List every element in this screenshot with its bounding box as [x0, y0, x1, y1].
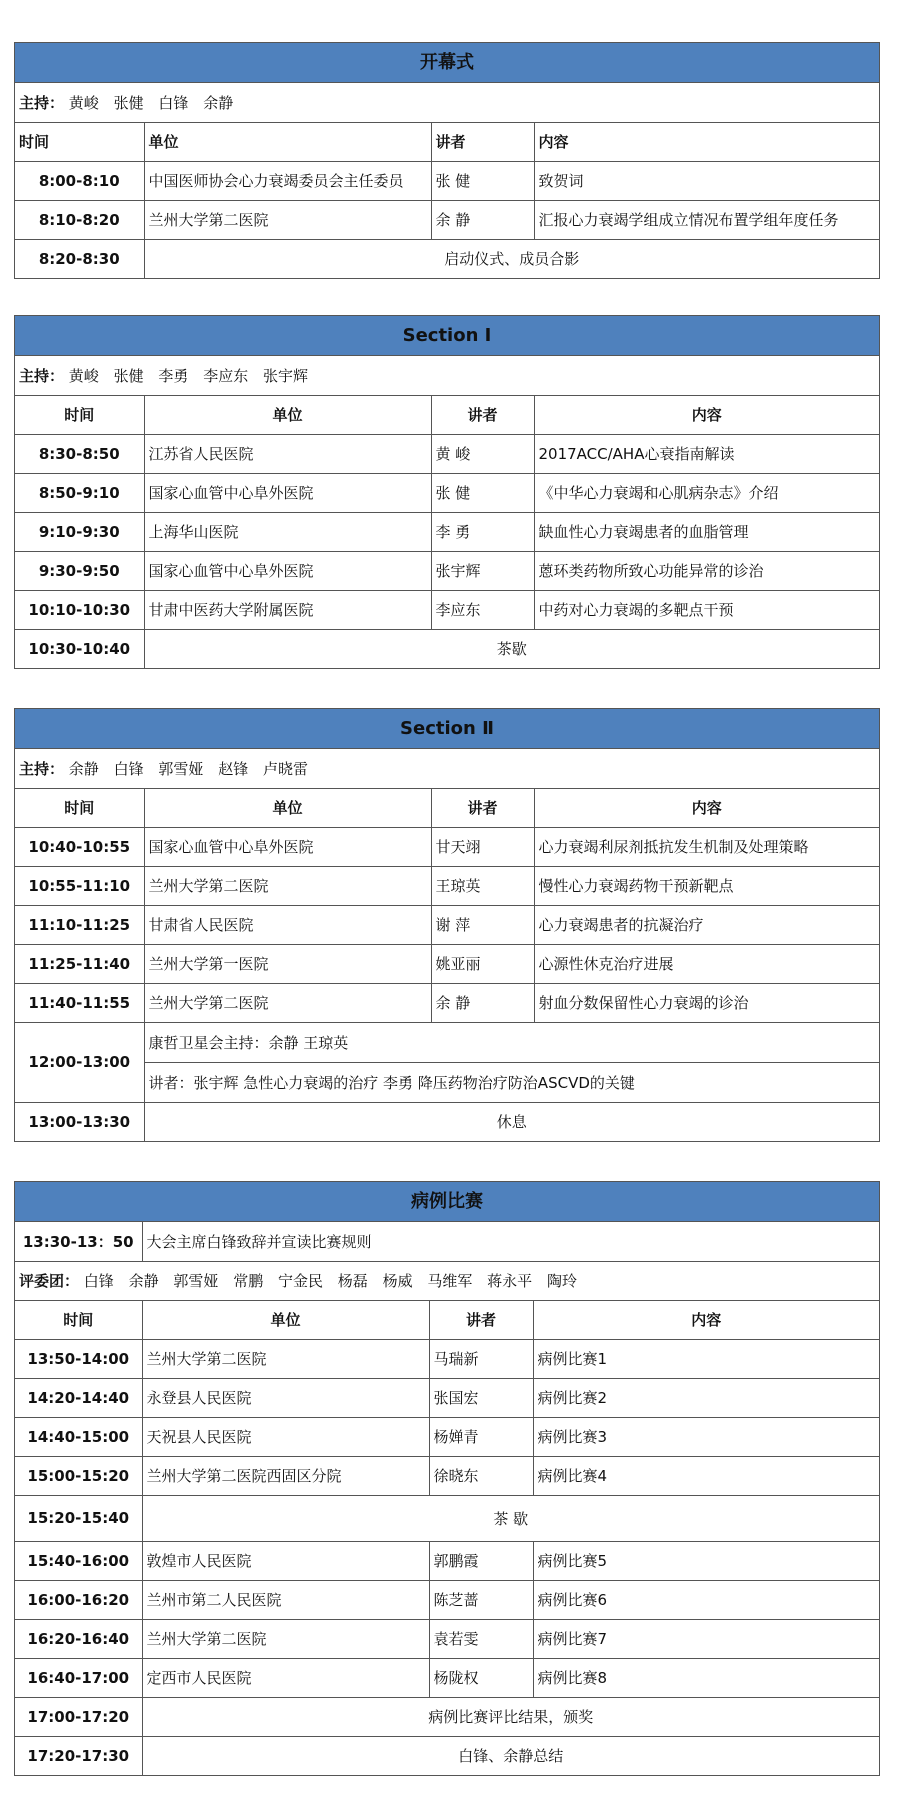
- row-unit: 兰州大学第二医院: [144, 866, 431, 905]
- row-time: 11:25-11:40: [15, 944, 144, 983]
- header-speaker: 讲者: [431, 788, 534, 827]
- row-speaker: 李 勇: [431, 512, 534, 551]
- row-unit: 永登县人民医院: [142, 1378, 429, 1417]
- row-speaker: 张国宏: [429, 1378, 533, 1417]
- table-row: [15, 1736, 879, 1775]
- row-time: 8:00-8:10: [15, 161, 144, 200]
- host-name: 白锋: [158, 93, 189, 112]
- table-row: [15, 200, 879, 239]
- row-content: 缺血性心力衰竭患者的血脂管理: [534, 512, 879, 551]
- row-time: 16:40-17:00: [15, 1658, 142, 1697]
- header-unit: 单位: [144, 395, 431, 434]
- table-row: [15, 1378, 879, 1417]
- row-time: 17:00-17:20: [15, 1697, 142, 1736]
- table-row: [15, 1417, 879, 1456]
- table-row: [15, 590, 879, 629]
- table-row: [15, 512, 879, 551]
- row-time: 9:10-9:30: [15, 512, 144, 551]
- header-unit: 单位: [144, 788, 431, 827]
- row-content: 病例比赛3: [533, 1417, 879, 1456]
- table-row: [15, 866, 879, 905]
- row-content: 病例比赛5: [533, 1541, 879, 1580]
- header-unit: 单位: [144, 122, 431, 161]
- judge-name: 杨磊: [337, 1272, 368, 1290]
- row-time: 13:00-13:30: [15, 1102, 144, 1141]
- host-label: 主持：: [19, 759, 65, 778]
- row-time: 9:30-9:50: [15, 551, 144, 590]
- row-unit: 定西市人民医院: [142, 1658, 429, 1697]
- table-header: [15, 395, 879, 434]
- host-name: 郭雪娅: [158, 759, 204, 778]
- header-content: 内容: [534, 122, 879, 161]
- table-header: [15, 788, 879, 827]
- table-row: [15, 239, 879, 278]
- row-speaker: 张 健: [431, 161, 534, 200]
- judge-name: 陶玲: [546, 1272, 577, 1290]
- row-content: 汇报心力衰竭学组成立情况布置学组年度任务: [534, 200, 879, 239]
- judge-name: 常鹏: [233, 1272, 264, 1290]
- row-content: 病例比赛7: [533, 1619, 879, 1658]
- section2-block: [14, 708, 880, 1142]
- row-time: 15:40-16:00: [15, 1541, 142, 1580]
- row-time: 8:20-8:30: [15, 239, 144, 278]
- table-row: [15, 1619, 879, 1658]
- host-row: [15, 83, 879, 122]
- row-time: 16:20-16:40: [15, 1619, 142, 1658]
- header-time: 时间: [15, 395, 144, 434]
- header-unit: 单位: [142, 1300, 429, 1339]
- table-row: [15, 1580, 879, 1619]
- row-speaker: 余 静: [431, 200, 534, 239]
- row-unit: 敦煌市人民医院: [142, 1541, 429, 1580]
- section1-table: [15, 356, 879, 668]
- table-row: [15, 1658, 879, 1697]
- host-label: 主持：: [19, 366, 65, 385]
- row-speaker: 张 健: [431, 473, 534, 512]
- host-name: 黄峻: [68, 93, 99, 112]
- table-header: [15, 122, 879, 161]
- row-time: 11:10-11:25: [15, 905, 144, 944]
- table-row: [15, 944, 879, 983]
- judge-name: 余静: [128, 1272, 159, 1290]
- row-speaker: 余 静: [431, 983, 534, 1022]
- judge-name: 白锋: [83, 1272, 114, 1290]
- row-time: 16:00-16:20: [15, 1580, 142, 1619]
- judge-name: 马维军: [427, 1272, 473, 1290]
- row-time: 17:20-17:30: [15, 1736, 142, 1775]
- row-time: 10:55-11:10: [15, 866, 144, 905]
- row-content: 2017ACC/AHA心衰指南解读: [534, 434, 879, 473]
- row-content: 蒽环类药物所致心功能异常的诊治: [534, 551, 879, 590]
- row-unit: 国家心血管中心阜外医院: [144, 551, 431, 590]
- judge-name: 宁金民: [277, 1272, 323, 1290]
- table-row: [15, 629, 879, 668]
- row-content: 射血分数保留性心力衰竭的诊治: [534, 983, 879, 1022]
- intro-row: [15, 1222, 879, 1261]
- row-unit: 兰州大学第二医院: [144, 200, 431, 239]
- row-speaker: 杨婵青: [429, 1417, 533, 1456]
- table-header: [15, 1300, 879, 1339]
- satellite-row: [15, 1022, 879, 1062]
- row-speaker: 谢 萍: [431, 905, 534, 944]
- opening-title: 开幕式: [15, 43, 879, 83]
- host-name: 赵锋: [218, 759, 249, 778]
- row-merged-text: 启动仪式、成员合影: [144, 239, 879, 278]
- host-name: 卢晓雷: [262, 759, 308, 778]
- opening-table: [15, 83, 879, 278]
- row-unit: 国家心血管中心阜外医院: [144, 473, 431, 512]
- row-unit: 兰州大学第一医院: [144, 944, 431, 983]
- host-row: [15, 749, 879, 788]
- row-time: 8:10-8:20: [15, 200, 144, 239]
- header-time: 时间: [15, 122, 144, 161]
- judges-label: 评委团：: [19, 1272, 80, 1290]
- row-speaker: 马瑞新: [429, 1339, 533, 1378]
- intro-text: 大会主席白锋致辞并宣读比赛规则: [142, 1222, 879, 1261]
- row-speaker: 杨陇权: [429, 1658, 533, 1697]
- section1-block: [14, 315, 880, 669]
- row-content: 病例比赛1: [533, 1339, 879, 1378]
- row-speaker: 张宇辉: [431, 551, 534, 590]
- row-unit: 兰州市第二人民医院: [142, 1580, 429, 1619]
- table-row: [15, 1541, 879, 1580]
- table-row: [15, 827, 879, 866]
- row-content: 致贺词: [534, 161, 879, 200]
- row-unit: 兰州大学第二医院: [142, 1339, 429, 1378]
- row-content: 心力衰竭利尿剂抵抗发生机制及处理策略: [534, 827, 879, 866]
- row-speaker: 陈芝蔷: [429, 1580, 533, 1619]
- row-speaker: 姚亚丽: [431, 944, 534, 983]
- section1-title: Section Ⅰ: [15, 316, 879, 356]
- row-content: 病例比赛2: [533, 1378, 879, 1417]
- row-unit: 兰州大学第二医院西固区分院: [142, 1456, 429, 1495]
- table-row: [15, 1495, 879, 1541]
- table-row: [15, 1697, 879, 1736]
- row-speaker: 袁若雯: [429, 1619, 533, 1658]
- row-unit: 江苏省人民医院: [144, 434, 431, 473]
- table-row: [15, 905, 879, 944]
- row-time: 13:50-14:00: [15, 1339, 142, 1378]
- row-time: 14:40-15:00: [15, 1417, 142, 1456]
- row-unit: 甘肃中医药大学附属医院: [144, 590, 431, 629]
- row-merged-text: 休息: [144, 1102, 879, 1141]
- row-merged-text: 白锋、余静总结: [142, 1736, 879, 1775]
- row-time: 15:20-15:40: [15, 1495, 142, 1541]
- row-time: 15:00-15:20: [15, 1456, 142, 1495]
- header-time: 时间: [15, 788, 144, 827]
- row-unit: 国家心血管中心阜外医院: [144, 827, 431, 866]
- header-content: 内容: [533, 1300, 879, 1339]
- row-content: 病例比赛6: [533, 1580, 879, 1619]
- judge-name: 郭雪娅: [173, 1272, 219, 1290]
- table-row: [15, 473, 879, 512]
- table-row: [15, 161, 879, 200]
- row-time: 10:10-10:30: [15, 590, 144, 629]
- row-speaker: 徐晓东: [429, 1456, 533, 1495]
- satellite-row: [15, 1062, 879, 1102]
- row-merged-text: 茶 歇: [142, 1495, 879, 1541]
- table-row: [15, 1456, 879, 1495]
- header-speaker: 讲者: [429, 1300, 533, 1339]
- table-row: [15, 983, 879, 1022]
- section2-table: [15, 749, 879, 1141]
- row-unit: 中国医师协会心力衰竭委员会主任委员: [144, 161, 431, 200]
- host-name: 张宇辉: [262, 366, 308, 385]
- row-unit: 兰州大学第二医院: [144, 983, 431, 1022]
- host-name: 李勇: [158, 366, 189, 385]
- row-unit: 上海华山医院: [144, 512, 431, 551]
- header-time: 时间: [15, 1300, 142, 1339]
- header-content: 内容: [534, 788, 879, 827]
- row-speaker: 黄 峻: [431, 434, 534, 473]
- row-unit: 天祝县人民医院: [142, 1417, 429, 1456]
- header-speaker: 讲者: [431, 122, 534, 161]
- host-name: 李应东: [203, 366, 249, 385]
- row-time: 10:30-10:40: [15, 629, 144, 668]
- host-name: 余静: [68, 759, 99, 778]
- row-unit: 兰州大学第二医院: [142, 1619, 429, 1658]
- judge-name: 杨威: [382, 1272, 413, 1290]
- host-name: 张健: [113, 366, 144, 385]
- row-time: 14:20-14:40: [15, 1378, 142, 1417]
- row-time: 11:40-11:55: [15, 983, 144, 1022]
- row-content: 中药对心力衰竭的多靶点干预: [534, 590, 879, 629]
- judge-name: 蒋永平: [487, 1272, 533, 1290]
- section2-title: Section Ⅱ: [15, 709, 879, 749]
- host-label: 主持：: [19, 93, 65, 112]
- row-content: 心源性休克治疗进展: [534, 944, 879, 983]
- row-unit: 甘肃省人民医院: [144, 905, 431, 944]
- table-row: [15, 1339, 879, 1378]
- satellite-host: 康哲卫星会主持：余静 王琼英: [144, 1022, 879, 1062]
- header-content: 内容: [534, 395, 879, 434]
- row-content: 病例比赛8: [533, 1658, 879, 1697]
- satellite-speakers: 讲者：张宇辉 急性心力衰竭的治疗 李勇 降压药物治疗防治ASCVD的关键: [144, 1062, 879, 1102]
- row-merged-text: 病例比赛评比结果，颁奖: [142, 1697, 879, 1736]
- row-speaker: 甘天翊: [431, 827, 534, 866]
- row-time: 8:50-9:10: [15, 473, 144, 512]
- row-content: 《中华心力衰竭和心肌病杂志》介绍: [534, 473, 879, 512]
- competition-title: 病例比赛: [15, 1182, 879, 1222]
- table-row: [15, 434, 879, 473]
- row-time: 13:30-13：50: [15, 1222, 142, 1261]
- host-name: 张健: [113, 93, 144, 112]
- header-speaker: 讲者: [431, 395, 534, 434]
- row-time: 8:30-8:50: [15, 434, 144, 473]
- host-name: 余静: [203, 93, 234, 112]
- row-time: 12:00-13:00: [15, 1022, 144, 1102]
- competition-block: [14, 1181, 880, 1776]
- table-row: [15, 1102, 879, 1141]
- row-time: 10:40-10:55: [15, 827, 144, 866]
- host-name: 白锋: [113, 759, 144, 778]
- table-row: [15, 551, 879, 590]
- judges-row: [15, 1261, 879, 1300]
- row-speaker: 郭鹏霞: [429, 1541, 533, 1580]
- row-speaker: 王琼英: [431, 866, 534, 905]
- row-content: 心力衰竭患者的抗凝治疗: [534, 905, 879, 944]
- row-speaker: 李应东: [431, 590, 534, 629]
- opening-block: [14, 42, 880, 279]
- competition-table: [15, 1222, 879, 1775]
- row-content: 慢性心力衰竭药物干预新靶点: [534, 866, 879, 905]
- host-name: 黄峻: [68, 366, 99, 385]
- row-merged-text: 茶歇: [144, 629, 879, 668]
- row-content: 病例比赛4: [533, 1456, 879, 1495]
- host-row: [15, 356, 879, 395]
